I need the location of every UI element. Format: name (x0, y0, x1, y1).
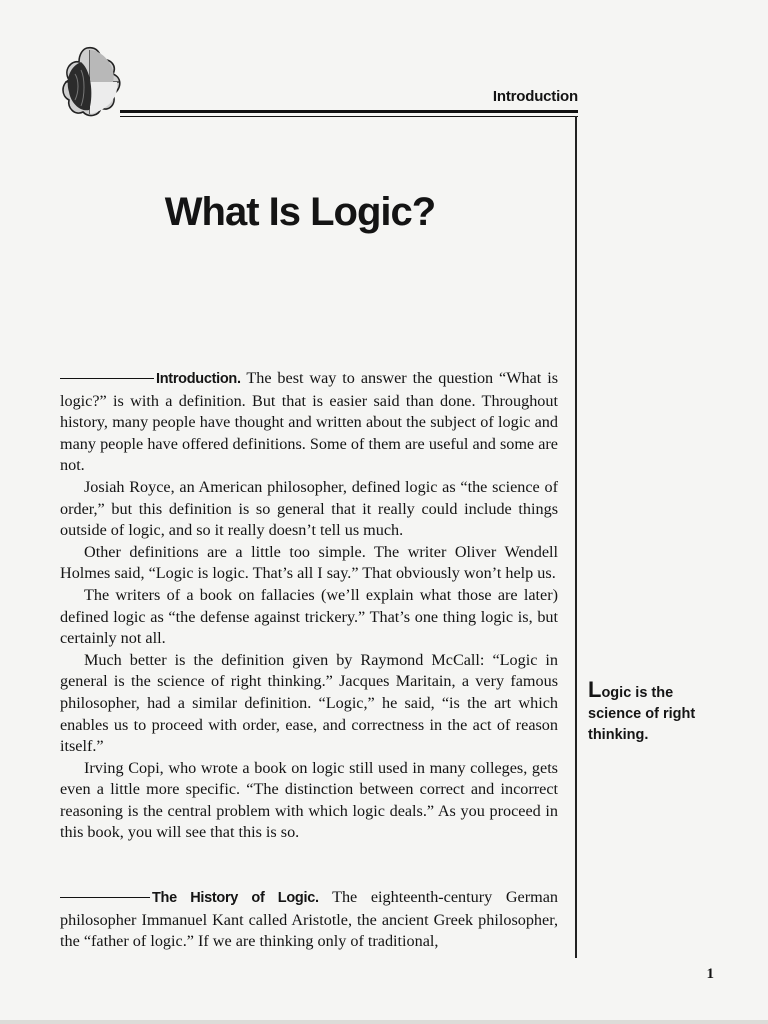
paragraph: Other definitions are a little too simple. The writer Oliver Wendell Holmes said, “Logic is logic. That’s all I say.” That obviously won’t help us. (60, 542, 558, 583)
sidebar-note (588, 679, 728, 746)
paragraph: Irving Copi, who wrote a book on logic still used in many colleges, gets even a little more specific. “The distinction between correct and incorrect reasoning is the central problem with which logic deals.” As you proceed in this book, you will see that this is so. (60, 758, 558, 842)
page-bottom-edge (0, 1020, 768, 1024)
page-number: 1 (706, 966, 714, 982)
header-rule (120, 110, 578, 113)
paragraph: The best way to answer the question “What is logic?” is with a definition. But that is easier said than done. Throughout history, many people have thought and written about the subject of logic and many people have offered definitions. Some of them are useful and some are not. (60, 369, 559, 475)
chapter-title: What Is Logic? (164, 190, 436, 234)
paragraph: Much better is the definition given by Raymond McCall: “Logic in general is the science of right thinking.” Jacques Maritain, a very famous philosopher, had a similar definition. “Logic,” he said, “is the art which enables us to proceed with order, ease, and correctness in the act of reason itself.” (60, 650, 558, 756)
sidebar-text: ogic is the science of right thinking. (588, 685, 696, 743)
running-head: Introduction (492, 88, 578, 105)
section-history-of-logic (60, 887, 558, 953)
section-lead-rule (60, 378, 154, 379)
paragraph: Josiah Royce, an American philosopher, defined logic as “the science of order,” but this definition is so general that it really could include things outside of logic, and so it really doesn’t tell us much. (60, 477, 558, 540)
section-introduction (60, 368, 558, 844)
paragraph: The eighteenth-century German philosopher Immanuel Kant called Aristotle, the ancient Greek philosopher, the “father of logic.” If we are thinking only of traditional, (60, 888, 559, 951)
header-rule-thin (120, 116, 578, 117)
heraldic-shield-icon (57, 44, 125, 120)
sidebar-drop-letter: L (588, 677, 602, 702)
paragraph: The writers of a book on fallacies (we’ll explain what those are later) defined logic as “the defense against trickery.” That’s one thing logic is, but certainly not all. (60, 585, 558, 648)
column-rule (575, 116, 577, 958)
section-heading: Introduction. (156, 371, 241, 387)
section-lead-rule (60, 897, 150, 898)
section-heading: The History of Logic. (152, 890, 319, 906)
